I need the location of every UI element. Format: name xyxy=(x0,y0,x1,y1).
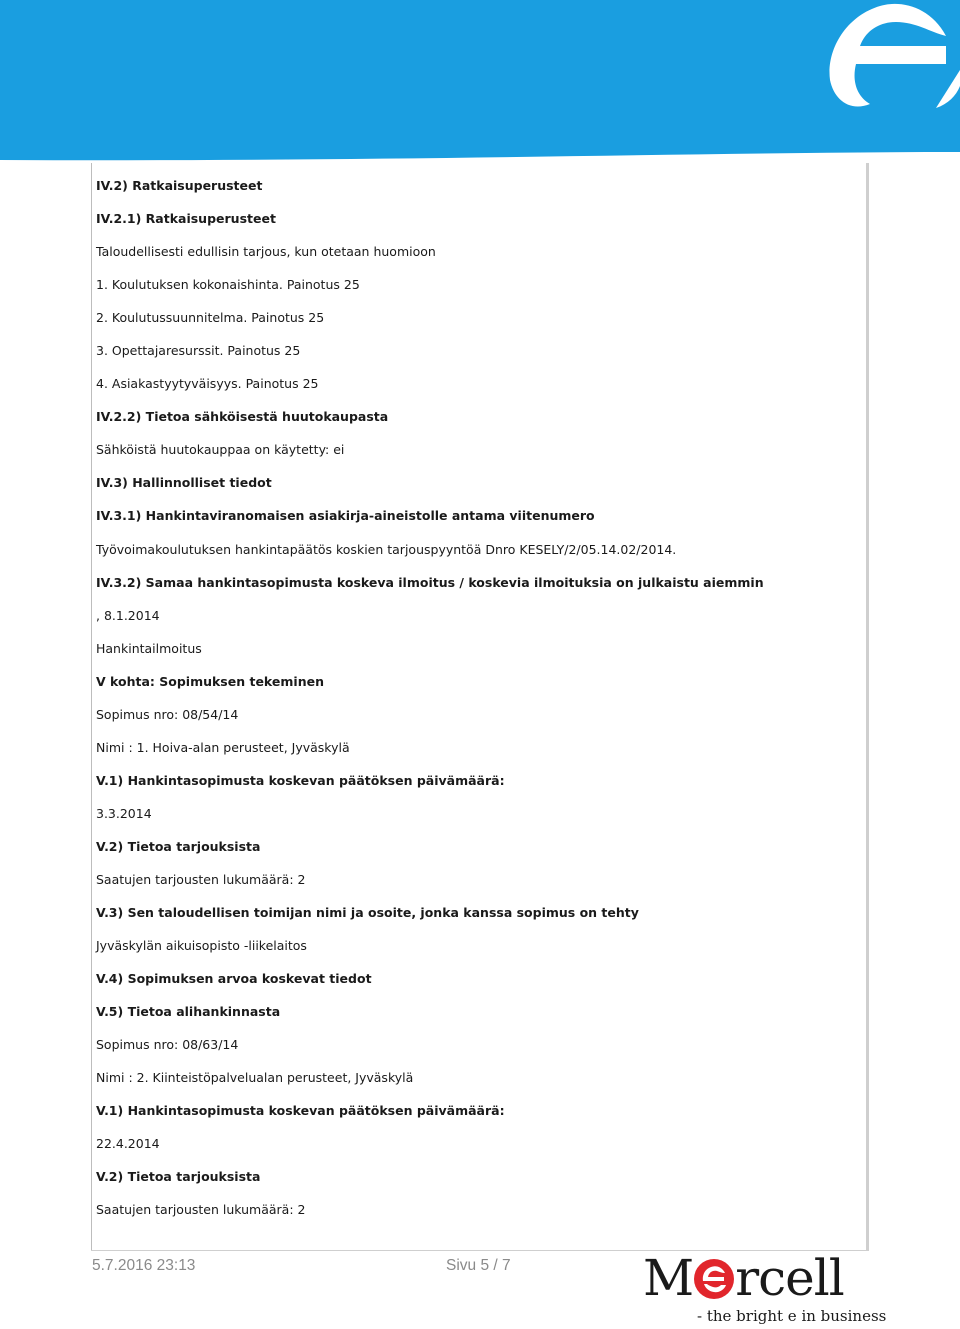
body-text: Työvoimakoulutuksen hankintapäätös koskien tarjouspyyntöä Dnro KESELY/2/05.14.02/2014. xyxy=(96,541,677,557)
footer-page-number: Sivu 5 / 7 xyxy=(446,1257,511,1274)
section-heading: IV.3.1) Hankintaviranomaisen asiakirja-aineistolle antama viitenumero xyxy=(96,508,595,524)
body-text: Jyväskylän aikuisopisto -liikelaitos xyxy=(96,938,307,954)
section-heading: IV.3) Hallinnolliset tiedot xyxy=(96,475,272,491)
body-text: 3. Opettajaresurssit. Painotus 25 xyxy=(96,343,301,359)
footer-datetime: 5.7.2016 23:13 xyxy=(92,1257,196,1274)
section-heading: V.3) Sen taloudellisen toimijan nimi ja osoite, jonka kanssa sopimus on tehty xyxy=(96,905,639,921)
section-heading: IV.2) Ratkaisuperusteet xyxy=(96,178,263,193)
logo-tagline: - the bright e in business xyxy=(697,1307,887,1325)
logo-e-icon xyxy=(694,1259,734,1299)
body-text: Nimi : 2. Kiinteistöpalvelualan perusteet, Jyväskylä xyxy=(96,1070,414,1086)
section-heading: IV.2.1) Ratkaisuperusteet xyxy=(96,211,276,227)
section-heading: IV.2.2) Tietoa sähköisestä huutokaupasta xyxy=(96,409,389,425)
section-heading: V.2) Tietoa tarjouksista xyxy=(96,838,261,854)
section-heading: IV.3.2) Samaa hankintasopimusta koskeva ilmoitus / koskevia ilmoituksia on julkaistu aiemmin xyxy=(96,574,764,590)
body-text: 3.3.2014 xyxy=(96,805,152,821)
frame-right-border xyxy=(866,163,869,1251)
section-heading: V.5) Tietoa alihankinnasta xyxy=(96,1004,281,1020)
body-text: Nimi : 1. Hoiva-alan perusteet, Jyväskylä xyxy=(96,739,350,755)
body-text: 4. Asiakastyytyväisyys. Painotus 25 xyxy=(96,376,319,392)
section-heading: V.2) Tietoa tarjouksista xyxy=(96,1169,261,1185)
body-text: Taloudellisesti edullisin tarjous, kun otetaan huomioon xyxy=(96,244,436,260)
body-text: Sähköistä huutokauppaa on käytetty: ei xyxy=(96,442,345,458)
body-text: Sopimus nro: 08/54/14 xyxy=(96,706,239,722)
logo-letters-rcell: rcell xyxy=(735,1249,844,1307)
logo-wordmark xyxy=(643,1249,844,1307)
frame-left-border xyxy=(91,163,92,1251)
body-text: 1. Koulutuksen kokonaishinta. Painotus 25 xyxy=(96,277,360,293)
body-text: 2. Koulutussuunnitelma. Painotus 25 xyxy=(96,310,325,326)
section-heading: V.1) Hankintasopimusta koskevan päätöksen päivämäärä: xyxy=(96,1103,505,1119)
section-heading: V.4) Sopimuksen arvoa koskevat tiedot xyxy=(96,971,372,987)
logo-letter-m: M xyxy=(643,1249,694,1307)
header-band xyxy=(0,0,960,165)
body-text: Saatujen tarjousten lukumäärä: 2 xyxy=(96,1202,306,1218)
document-body xyxy=(96,176,856,1234)
body-text: Sopimus nro: 08/63/14 xyxy=(96,1037,239,1053)
mercell-logo xyxy=(643,1249,887,1329)
section-heading: V.1) Hankintasopimusta koskevan päätöksen päivämäärä: xyxy=(96,772,505,788)
body-text: Saatujen tarjousten lukumäärä: 2 xyxy=(96,871,306,887)
body-text: , 8.1.2014 xyxy=(96,607,160,623)
body-text: 22.4.2014 xyxy=(96,1136,160,1152)
body-text: Hankintailmoitus xyxy=(96,640,202,656)
section-heading: V kohta: Sopimuksen tekeminen xyxy=(96,673,324,689)
